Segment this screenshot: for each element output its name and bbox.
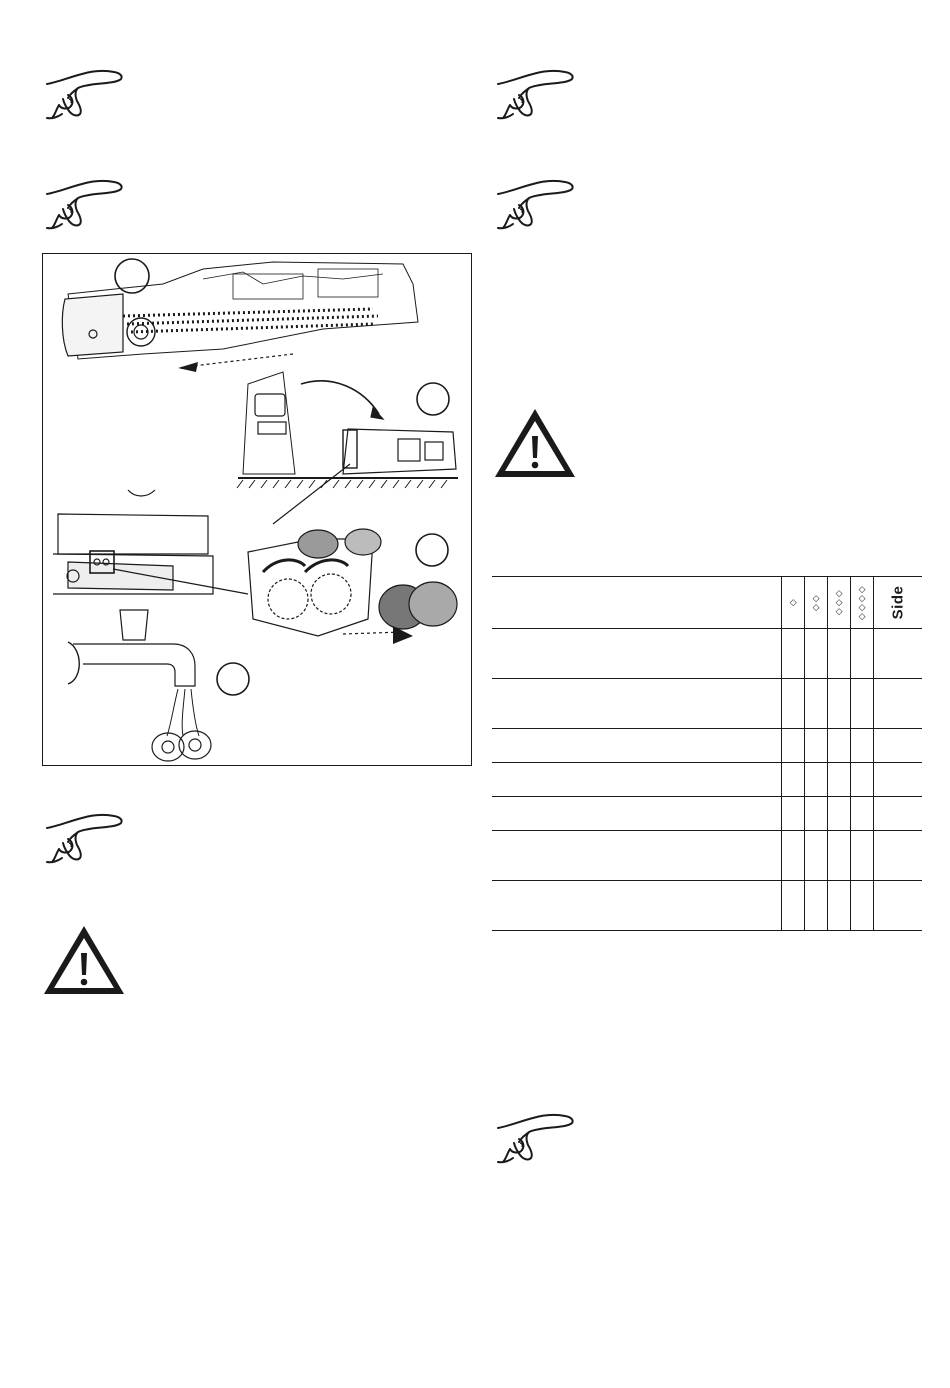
table-cell: [851, 679, 874, 729]
header-side: Side: [874, 577, 922, 629]
table-cell: [874, 797, 922, 831]
pointing-hand-icon: [44, 66, 126, 122]
table-cell: [782, 831, 805, 881]
pointing-hand-icon: [44, 810, 126, 866]
step-1-circle: [115, 259, 149, 293]
table-cell: [782, 629, 805, 679]
row-description: [492, 797, 782, 831]
table-cell: [828, 797, 851, 831]
table-row: [492, 797, 922, 831]
symbol-table: [492, 576, 922, 931]
table-cell: [782, 797, 805, 831]
header-description: [492, 577, 782, 629]
step-4-circle: [217, 663, 249, 695]
header-three-diamonds: ◇ ◇ ◇: [828, 577, 851, 629]
pointing-hand-icon: [495, 176, 577, 232]
header-four-diamonds: ◇ ◇ ◇ ◇: [851, 577, 874, 629]
table-cell: [851, 831, 874, 881]
step-3-circle: [416, 534, 448, 566]
row-description: [492, 679, 782, 729]
step-2-circle: [417, 383, 449, 415]
table-cell: [874, 763, 922, 797]
table-cell: [874, 679, 922, 729]
table-cell: [828, 763, 851, 797]
row-description: [492, 881, 782, 931]
table-cell: [782, 679, 805, 729]
table-row: [492, 679, 922, 729]
table-row: [492, 831, 922, 881]
table-header-row: [492, 577, 922, 629]
table-row: [492, 763, 922, 797]
table-cell: [782, 763, 805, 797]
table-cell: [828, 679, 851, 729]
table-cell: [851, 729, 874, 763]
maintenance-illustration: [43, 254, 471, 765]
table-cell: [851, 629, 874, 679]
table-cell: [782, 881, 805, 931]
warning-triangle-icon: [492, 405, 578, 481]
row-description: [492, 763, 782, 797]
table-cell: [805, 629, 828, 679]
table-cell: [805, 797, 828, 831]
table-cell: [874, 729, 922, 763]
header-one-diamond: ◇: [782, 577, 805, 629]
table-cell: [828, 629, 851, 679]
pointing-hand-icon: [495, 66, 577, 122]
header-two-diamonds: ◇ ◇: [805, 577, 828, 629]
pointing-hand-icon: [44, 176, 126, 232]
row-description: [492, 729, 782, 763]
table-row: [492, 629, 922, 679]
table-cell: [874, 831, 922, 881]
row-description: [492, 629, 782, 679]
brush-maintenance-figure: [42, 253, 472, 766]
table-row: [492, 881, 922, 931]
table-cell: [851, 763, 874, 797]
warning-triangle-icon: [41, 922, 127, 998]
table-cell: [828, 881, 851, 931]
pointing-hand-icon: [495, 1110, 577, 1166]
table-cell: [805, 881, 828, 931]
table-row: [492, 729, 922, 763]
table-cell: [805, 831, 828, 881]
table-cell: [805, 763, 828, 797]
table-cell: [805, 729, 828, 763]
table-cell: [851, 881, 874, 931]
table-cell: [828, 831, 851, 881]
table-cell: [874, 629, 922, 679]
table-cell: [782, 729, 805, 763]
table-cell: [805, 679, 828, 729]
table-cell: [851, 797, 874, 831]
row-description: [492, 831, 782, 881]
table-cell: [874, 881, 922, 931]
table-cell: [828, 729, 851, 763]
